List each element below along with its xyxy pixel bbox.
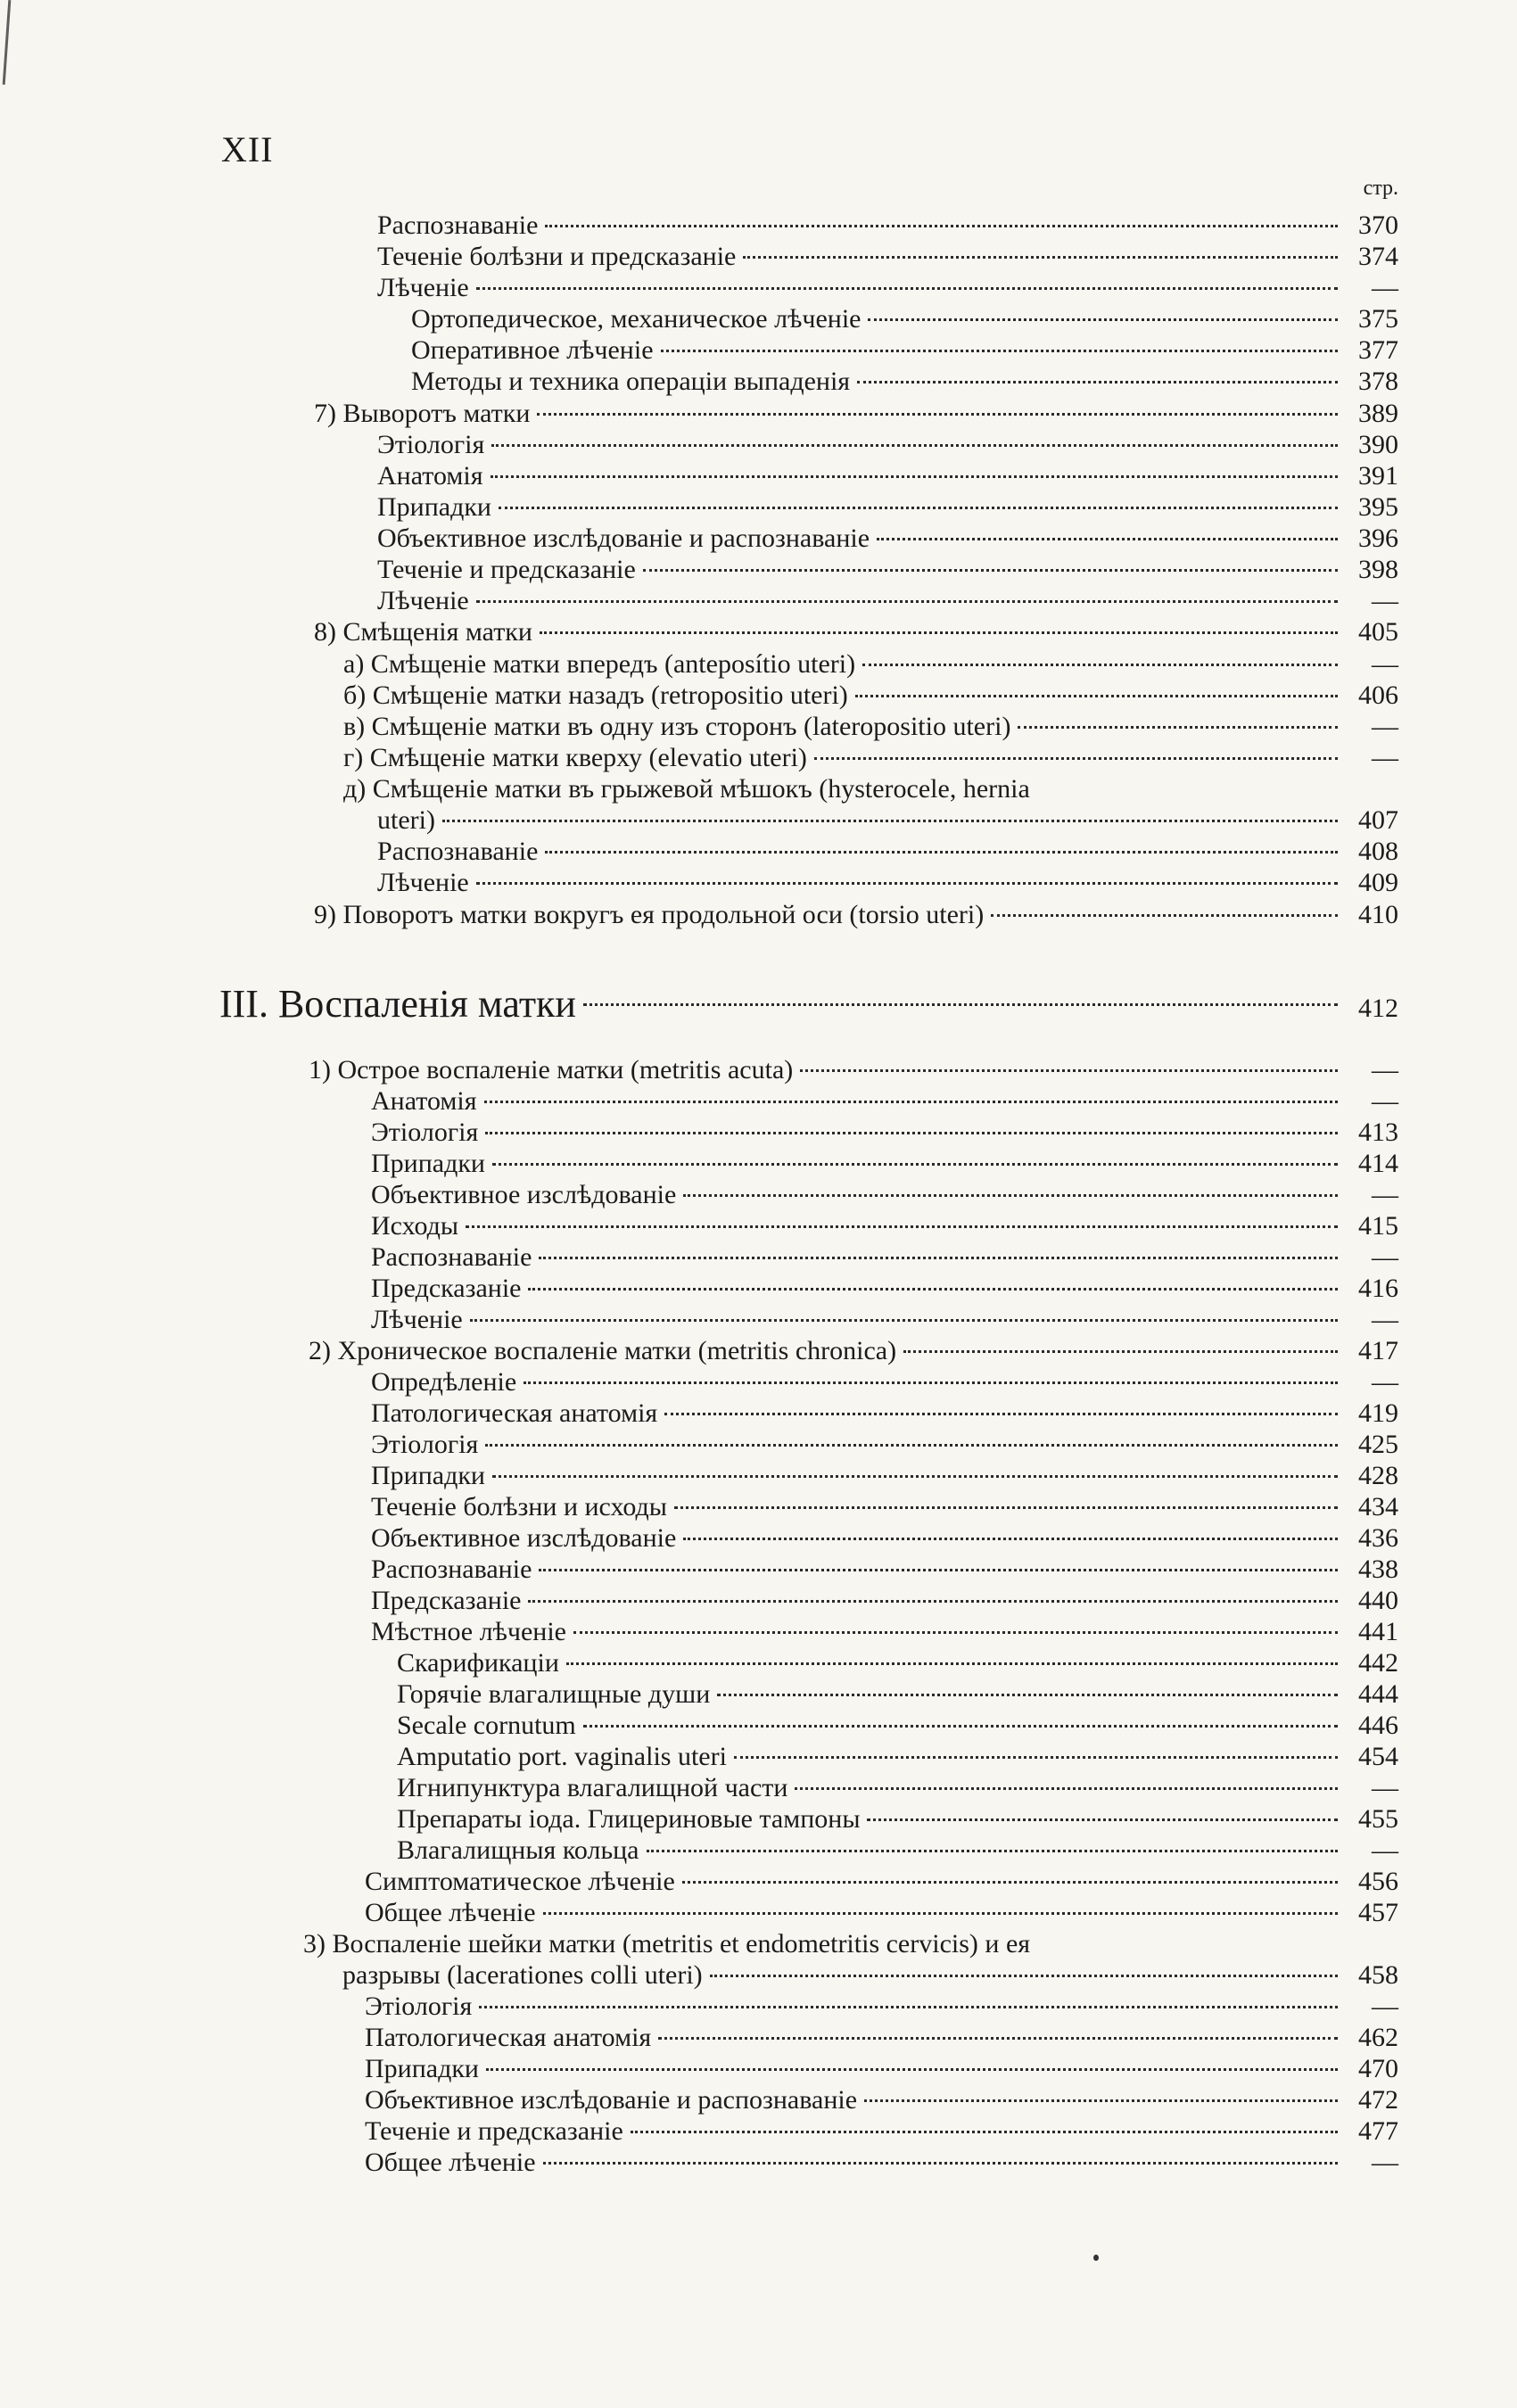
dot-leader <box>743 256 1338 259</box>
toc-entry[interactable] <box>343 711 1398 743</box>
dot-leader <box>545 851 1338 854</box>
toc-entry-title: Припадки <box>377 492 491 522</box>
dot-leader <box>795 1787 1338 1790</box>
toc-entry-page: 470 <box>1358 2054 1398 2083</box>
dot-leader <box>583 1003 1338 1006</box>
toc-entry[interactable] <box>371 1460 1398 1492</box>
toc-entry-title: Мѣстное лѣченіе <box>371 1617 566 1646</box>
toc-entry-title: Объективное изслѣдованіе и распознаваніе <box>377 524 870 553</box>
toc-entry-page: 415 <box>1358 1211 1398 1241</box>
toc-entry[interactable] <box>411 334 1398 367</box>
toc-entry[interactable] <box>365 2147 1398 2179</box>
dot-leader <box>540 631 1338 634</box>
toc-entry-title: 9) Поворотъ матки вокругъ ея продольной оси (torsio uteri) <box>314 900 985 929</box>
toc-entry[interactable] <box>371 1398 1398 1430</box>
toc-entry[interactable] <box>365 2084 1398 2116</box>
dot-leader <box>877 538 1338 540</box>
toc-entry-title: Теченіе болѣзни и предсказаніе <box>377 242 737 271</box>
toc-entry-page: — <box>1372 649 1398 679</box>
toc-entry-page: 417 <box>1358 1336 1398 1365</box>
dot-leader <box>545 225 1338 227</box>
toc-entry-title: разрывы (lacerationes colli uteri) <box>342 1960 703 1990</box>
toc-entry-page: 413 <box>1358 1117 1398 1147</box>
toc-entry-title: Горячіе влагалищные души <box>397 1679 711 1709</box>
toc-entry[interactable] <box>371 1616 1398 1648</box>
toc-entry-page: 442 <box>1358 1648 1398 1678</box>
toc-entry-title: Игнипунктура влагалищной части <box>397 1773 788 1802</box>
toc-entry-page: 410 <box>1358 900 1398 929</box>
toc-entry-title: Лѣченіе <box>377 273 469 302</box>
toc-entry[interactable] <box>377 836 1398 868</box>
toc-entry-page: 454 <box>1358 1742 1398 1771</box>
toc-entry-title: Ортопедическое, механическое лѣченіе <box>411 304 862 334</box>
dot-leader <box>499 507 1338 509</box>
toc-entry-title: Этіологія <box>365 1992 473 2021</box>
toc-entry-title: Secale cornutum <box>397 1711 576 1740</box>
dot-leader <box>466 1225 1338 1228</box>
toc-entry[interactable] <box>371 1522 1398 1554</box>
toc-entry-title: Лѣченіе <box>371 1305 463 1334</box>
dot-leader <box>492 1475 1338 1478</box>
toc-entry-title: 8) Смѣщенія матки <box>314 617 532 647</box>
toc-entry[interactable] <box>371 1179 1398 1211</box>
toc-entry-title: Предсказаніе <box>371 1274 522 1303</box>
dot-leader <box>864 2099 1338 2102</box>
toc-entry-page: — <box>1372 1835 1398 1865</box>
dot-leader <box>1018 726 1338 729</box>
toc-entry-page: 391 <box>1358 461 1398 491</box>
dot-leader <box>857 381 1338 383</box>
toc-entry[interactable] <box>377 210 1398 242</box>
toc-entry-title: Теченіе и предсказаніе <box>365 2116 623 2146</box>
toc-entry[interactable] <box>371 1366 1398 1398</box>
dot-leader <box>867 1818 1338 1821</box>
toc-entry-page: — <box>1372 1367 1398 1397</box>
toc-entry-title: Скарификаціи <box>397 1648 559 1678</box>
toc-entry-page: 457 <box>1358 1898 1398 1927</box>
toc-entry-page: 398 <box>1358 555 1398 584</box>
dot-leader <box>717 1694 1338 1696</box>
toc-entry-page: 438 <box>1358 1554 1398 1584</box>
dot-leader <box>710 1975 1338 1977</box>
dot-leader <box>491 475 1338 478</box>
toc-entry-title: Распознаваніе <box>371 1242 532 1272</box>
toc-entry-title: III. Воспаленія матки <box>219 982 576 1026</box>
toc-entry[interactable] <box>397 1647 1398 1679</box>
toc-entry-title: Этіологія <box>371 1117 479 1147</box>
toc-entry[interactable] <box>309 1335 1398 1367</box>
toc-entry[interactable] <box>371 1117 1398 1149</box>
toc-entry-page: 425 <box>1358 1430 1398 1459</box>
dot-leader <box>491 444 1338 447</box>
toc-entry[interactable] <box>397 1803 1398 1835</box>
dot-leader <box>479 2006 1338 2008</box>
dot-leader <box>492 1163 1338 1166</box>
toc-entry-title: в) Смѣщеніе матки въ одну изъ сторонъ (lateropositio uteri) <box>343 712 1011 741</box>
toc-entry-title: Распознаваніе <box>377 210 539 240</box>
toc-entry-page: 408 <box>1358 837 1398 866</box>
toc-entry[interactable] <box>377 272 1398 304</box>
toc-entry-page: 440 <box>1358 1586 1398 1615</box>
toc-entry[interactable] <box>371 1429 1398 1461</box>
toc-entry-title: Влагалищныя кольца <box>397 1835 639 1865</box>
toc-entry-title: Распознаваніе <box>377 837 539 866</box>
dot-leader <box>734 1756 1338 1759</box>
toc-entry[interactable] <box>365 2053 1398 2085</box>
toc-entry-title: Объективное изслѣдованіе <box>371 1180 677 1209</box>
toc-entry-title: Припадки <box>371 1149 485 1178</box>
toc-entry[interactable] <box>343 648 1398 680</box>
toc-entry[interactable] <box>365 1991 1398 2023</box>
toc-entry[interactable] <box>377 804 1398 837</box>
dot-leader <box>484 1101 1338 1103</box>
toc-entry-title: а) Смѣщеніе матки впередъ (anteposítio uteri) <box>343 649 856 679</box>
toc-entry-title: Припадки <box>365 2054 479 2083</box>
toc-entry-title: Патологическая анатомія <box>371 1398 658 1428</box>
toc-entry[interactable] <box>371 1585 1398 1617</box>
toc-entry-title: Объективное изслѣдованіе <box>371 1523 677 1553</box>
dot-leader <box>631 2131 1338 2133</box>
dot-leader <box>814 757 1338 760</box>
toc-entry[interactable] <box>371 1241 1398 1274</box>
toc-entry[interactable] <box>371 1491 1398 1523</box>
toc-entry-page: 390 <box>1358 430 1398 459</box>
dot-leader <box>476 882 1338 885</box>
dot-leader <box>485 1132 1338 1134</box>
toc-entry-page: — <box>1372 1055 1398 1084</box>
toc-entry-page: 406 <box>1358 680 1398 710</box>
toc-entry[interactable] <box>371 1148 1398 1180</box>
toc-entry[interactable] <box>365 1897 1398 1929</box>
dot-leader <box>647 1850 1339 1852</box>
toc-entry[interactable] <box>377 585 1398 617</box>
dot-leader <box>539 1257 1338 1259</box>
toc-entry-page: 472 <box>1358 2085 1398 2115</box>
toc-entry[interactable] <box>371 1304 1398 1336</box>
toc-entry[interactable] <box>365 1866 1398 1898</box>
dot-leader <box>674 1506 1338 1509</box>
toc-entry-page: — <box>1372 2148 1398 2177</box>
toc-entry-title: Методы и техника операціи выпаденія <box>411 367 851 396</box>
toc-entry-title: Патологическая анатомія <box>365 2023 652 2052</box>
toc-entry-page: — <box>1372 586 1398 615</box>
toc-entry[interactable] <box>314 899 1398 931</box>
page-column-label: стр. <box>1363 177 1398 200</box>
dot-leader <box>862 664 1338 666</box>
toc-entry-title: Лѣченіе <box>377 586 469 615</box>
dot-leader <box>855 695 1338 697</box>
toc-entry-page: — <box>1372 1305 1398 1334</box>
toc-entry-page: 436 <box>1358 1523 1398 1553</box>
dot-leader <box>903 1350 1338 1353</box>
toc-entry[interactable] <box>314 616 1398 648</box>
toc-entry[interactable] <box>371 1273 1398 1305</box>
toc-entry-page: 456 <box>1358 1867 1398 1896</box>
toc-entry-page: — <box>1372 1180 1398 1209</box>
toc-entry-page: — <box>1372 1992 1398 2021</box>
toc-entry[interactable] <box>377 429 1398 461</box>
toc-entry[interactable] <box>371 1210 1398 1242</box>
dot-leader <box>683 1538 1338 1540</box>
dot-leader <box>566 1662 1338 1665</box>
toc-entry-page: 428 <box>1358 1461 1398 1490</box>
toc-entry[interactable] <box>314 398 1398 430</box>
dot-leader <box>991 914 1338 917</box>
toc-entry-page: — <box>1372 1242 1398 1272</box>
toc-entry[interactable] <box>377 554 1398 586</box>
toc-entry[interactable] <box>371 1085 1398 1117</box>
toc-entry-page: 477 <box>1358 2116 1398 2146</box>
toc-entry[interactable] <box>397 1678 1398 1711</box>
toc-entry-title: Этіологія <box>371 1430 479 1459</box>
dot-leader <box>539 1569 1338 1571</box>
dot-leader <box>485 1444 1338 1447</box>
dot-leader <box>543 1912 1338 1915</box>
page-number: XII <box>221 129 274 169</box>
toc-entry-page: 416 <box>1358 1274 1398 1303</box>
toc-entry-page: 434 <box>1358 1492 1398 1521</box>
dot-leader <box>543 2162 1338 2165</box>
toc-entry-title: Этіологія <box>377 430 485 459</box>
dot-leader <box>573 1631 1338 1634</box>
toc-entry-title: Оперативное лѣченіе <box>411 335 654 365</box>
toc-entry-title: Amputatio port. vaginalis uteri <box>397 1742 727 1771</box>
toc-entry-title: Исходы <box>371 1211 458 1241</box>
toc-entry-page: 378 <box>1358 367 1398 396</box>
dot-leader <box>528 1288 1338 1291</box>
toc-entry[interactable] <box>411 366 1398 398</box>
dot-leader <box>476 287 1338 290</box>
toc-entry-page: 375 <box>1358 304 1398 334</box>
dot-leader <box>476 600 1338 603</box>
toc-entry-page: 395 <box>1358 492 1398 522</box>
toc-entry[interactable] <box>365 2115 1398 2148</box>
toc-entry[interactable] <box>397 1710 1398 1742</box>
dot-leader <box>524 1381 1338 1384</box>
dot-leader <box>868 318 1338 321</box>
dot-leader <box>583 1725 1338 1728</box>
toc-entry-page: 409 <box>1358 868 1398 897</box>
toc-entry[interactable] <box>377 241 1398 273</box>
toc-entry[interactable] <box>343 773 1398 805</box>
toc-entry[interactable] <box>411 303 1398 335</box>
toc-entry-title: Общее лѣченіе <box>365 2148 536 2177</box>
toc-entry-title: 3) Воспаленіе шейки матки (metritis et endometritis cervicis) и ея <box>303 1929 1031 1959</box>
toc-entry-title: Теченіе болѣзни и исходы <box>371 1492 667 1521</box>
dot-leader <box>643 569 1338 572</box>
dot-leader <box>683 1194 1338 1197</box>
toc-entry-page: — <box>1372 1773 1398 1802</box>
toc-entry[interactable] <box>377 867 1398 899</box>
toc-entry-page: 407 <box>1358 805 1398 835</box>
toc-entry-title: Препараты іода. Глицериновые тампоны <box>397 1804 861 1834</box>
toc-section-heading[interactable] <box>219 979 1398 1029</box>
toc-entry-title: Анатомія <box>377 461 483 491</box>
toc-entry-title: Общее лѣченіе <box>365 1898 536 1927</box>
dot-leader <box>486 2068 1338 2071</box>
toc-entry-title: Опредѣленіе <box>371 1367 517 1397</box>
dot-leader <box>682 1881 1338 1884</box>
toc-entry-page: — <box>1372 743 1398 772</box>
toc-entry-page: 405 <box>1358 617 1398 647</box>
toc-entry[interactable] <box>397 1835 1398 1867</box>
toc-entry-page: 455 <box>1358 1804 1398 1834</box>
toc-entry-page: 370 <box>1358 210 1398 240</box>
toc-entry-title: Лѣченіе <box>377 868 469 897</box>
dot-leader <box>537 413 1338 416</box>
toc-entry[interactable] <box>309 1054 1398 1086</box>
toc-entry-page: 419 <box>1358 1398 1398 1428</box>
toc-entry-title: Распознаваніе <box>371 1554 532 1584</box>
toc-entry-page: 414 <box>1358 1149 1398 1178</box>
toc-entry-page: 389 <box>1358 399 1398 428</box>
dot-leader <box>800 1069 1338 1072</box>
toc-entry[interactable] <box>371 1554 1398 1586</box>
toc-entry-title: Предсказаніе <box>371 1586 522 1615</box>
toc-entry[interactable] <box>303 1928 1398 1960</box>
toc-entry-title: г) Смѣщеніе матки кверху (elevatio uteri) <box>343 743 807 772</box>
toc-entry[interactable] <box>377 491 1398 524</box>
toc-entry-page: 462 <box>1358 2023 1398 2052</box>
toc-entry[interactable] <box>377 460 1398 492</box>
toc-entry-title: uteri) <box>377 805 435 835</box>
toc-entry[interactable] <box>343 742 1398 774</box>
toc-entry-title: Объективное изслѣдованіе и распознаваніе <box>365 2085 858 2115</box>
toc-entry-page: — <box>1372 1086 1398 1116</box>
toc-entry-title: д) Смѣщеніе матки въ грыжевой мѣшокъ (hysterocele, hernia <box>343 774 1030 804</box>
ink-speck <box>1093 2255 1099 2261</box>
toc-entry[interactable] <box>343 680 1398 712</box>
toc-entry-page: 441 <box>1358 1617 1398 1646</box>
dot-leader <box>528 1600 1338 1603</box>
toc-entry-title: 1) Острое воспаленіе матки (metritis acuta) <box>309 1055 794 1084</box>
toc-entry-title: б) Смѣщеніе матки назадъ (retropositio uteri) <box>343 680 848 710</box>
toc-entry-title: Симптоматическое лѣченіе <box>365 1867 675 1896</box>
toc-entry-title: 2) Хроническое воспаленіе матки (metritis chronica) <box>309 1336 897 1365</box>
toc-entry-page: 412 <box>1358 994 1398 1023</box>
toc-entry-page: 444 <box>1358 1679 1398 1709</box>
toc-entry-page: — <box>1372 712 1398 741</box>
toc-entry[interactable] <box>365 2022 1398 2054</box>
toc-entry-title: Теченіе и предсказаніе <box>377 555 636 584</box>
dot-leader <box>442 820 1338 822</box>
toc-entry-page: 446 <box>1358 1711 1398 1740</box>
dot-leader <box>658 2037 1338 2040</box>
toc-entry-page: 396 <box>1358 524 1398 553</box>
toc-entry[interactable] <box>377 523 1398 555</box>
toc-entry-title: Анатомія <box>371 1086 477 1116</box>
dot-leader <box>664 1413 1338 1415</box>
toc-entry-page: 377 <box>1358 335 1398 365</box>
toc-entry-title: Припадки <box>371 1461 485 1490</box>
toc-entry[interactable] <box>342 1959 1398 1992</box>
toc-entry[interactable] <box>397 1741 1398 1773</box>
dot-leader <box>661 350 1338 352</box>
toc-entry-page: 374 <box>1358 242 1398 271</box>
toc-entry-title: 7) Выворотъ матки <box>314 399 531 428</box>
toc-entry[interactable] <box>397 1772 1398 1804</box>
dot-leader <box>470 1319 1338 1322</box>
toc-entry-page: — <box>1372 273 1398 302</box>
toc-entry-page: 458 <box>1358 1960 1398 1990</box>
